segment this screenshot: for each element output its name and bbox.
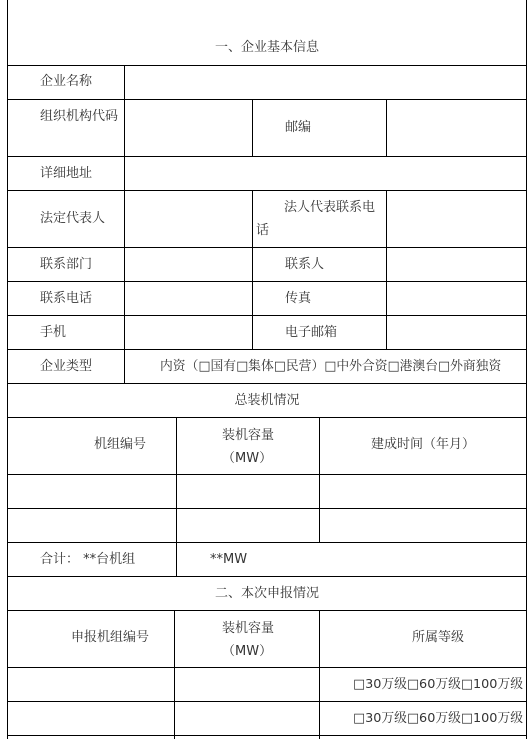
table-line	[7, 349, 526, 350]
company-type-label: 企业类型	[40, 359, 93, 374]
company-name-label: 企业名称	[40, 74, 93, 89]
application-row-2-capacity[interactable]	[175, 702, 319, 735]
application-row-2-unit[interactable]	[8, 702, 174, 735]
fax-field[interactable]	[387, 282, 526, 315]
installed-capacity-title: 总装机情况	[234, 393, 300, 408]
org-code-label: 组织机构代码	[40, 109, 119, 124]
legal-rep-label: 法定代表人	[40, 211, 106, 226]
org-code-field[interactable]	[125, 100, 252, 156]
installed-total-mw: **MW	[210, 552, 248, 567]
installed-total-units: 合计： **台机组	[40, 552, 136, 567]
application-row-1-grade[interactable]: □30万级□60万级□100万级	[353, 677, 524, 692]
email-field[interactable]	[387, 316, 526, 349]
application-row-2-grade[interactable]: □30万级□60万级□100万级	[353, 711, 524, 726]
table-line	[7, 610, 526, 611]
application-row-1-unit[interactable]	[8, 668, 174, 701]
application-col-capacity: 装机容量（MW）	[222, 621, 275, 659]
contact-label: 联系人	[285, 257, 325, 272]
application-col-grade: 所属等级	[411, 630, 464, 645]
company-name-field[interactable]	[125, 66, 526, 99]
address-label: 详细地址	[40, 166, 93, 181]
contact-field[interactable]	[387, 248, 526, 281]
phone-label: 联系电话	[40, 291, 93, 306]
installed-col-unit-no: 机组编号	[93, 437, 146, 452]
installed-row-2[interactable]	[8, 509, 526, 542]
section-title-application: 二、本次申报情况	[214, 586, 319, 601]
installed-row-1[interactable]	[8, 475, 526, 508]
email-label: 电子邮箱	[285, 325, 338, 340]
table-line	[7, 735, 526, 736]
address-field[interactable]	[125, 157, 526, 190]
dept-label: 联系部门	[40, 257, 93, 272]
installed-col-capacity: 装机容量（MW）	[222, 428, 275, 466]
table-line	[7, 383, 526, 384]
phone-field[interactable]	[125, 282, 252, 315]
mobile-field[interactable]	[125, 316, 252, 349]
application-row-1-capacity[interactable]	[175, 668, 319, 701]
table-line	[252, 190, 253, 349]
postcode-label: 邮编	[285, 120, 312, 135]
postcode-field[interactable]	[387, 100, 526, 156]
company-type-options[interactable]: 内资（□国有□集体□民营）□中外合资□港澳台□外商独资	[160, 359, 502, 374]
application-col-unit-no: 申报机组编号	[70, 630, 149, 645]
legal-rep-field[interactable]	[125, 191, 252, 247]
table-line	[7, 417, 526, 418]
table-line	[7, 576, 526, 577]
table-line	[252, 99, 253, 156]
legal-rep-phone-label: 法人代表联系电话	[256, 200, 376, 238]
mobile-label: 手机	[40, 325, 67, 340]
table-line	[7, 542, 526, 543]
fax-label: 传真	[285, 291, 312, 306]
dept-field[interactable]	[125, 248, 252, 281]
legal-rep-phone-field[interactable]	[387, 191, 526, 247]
section-title-basic-info: 一、企业基本信息	[214, 40, 319, 55]
installed-col-built-time: 建成时间（年月）	[370, 437, 475, 452]
